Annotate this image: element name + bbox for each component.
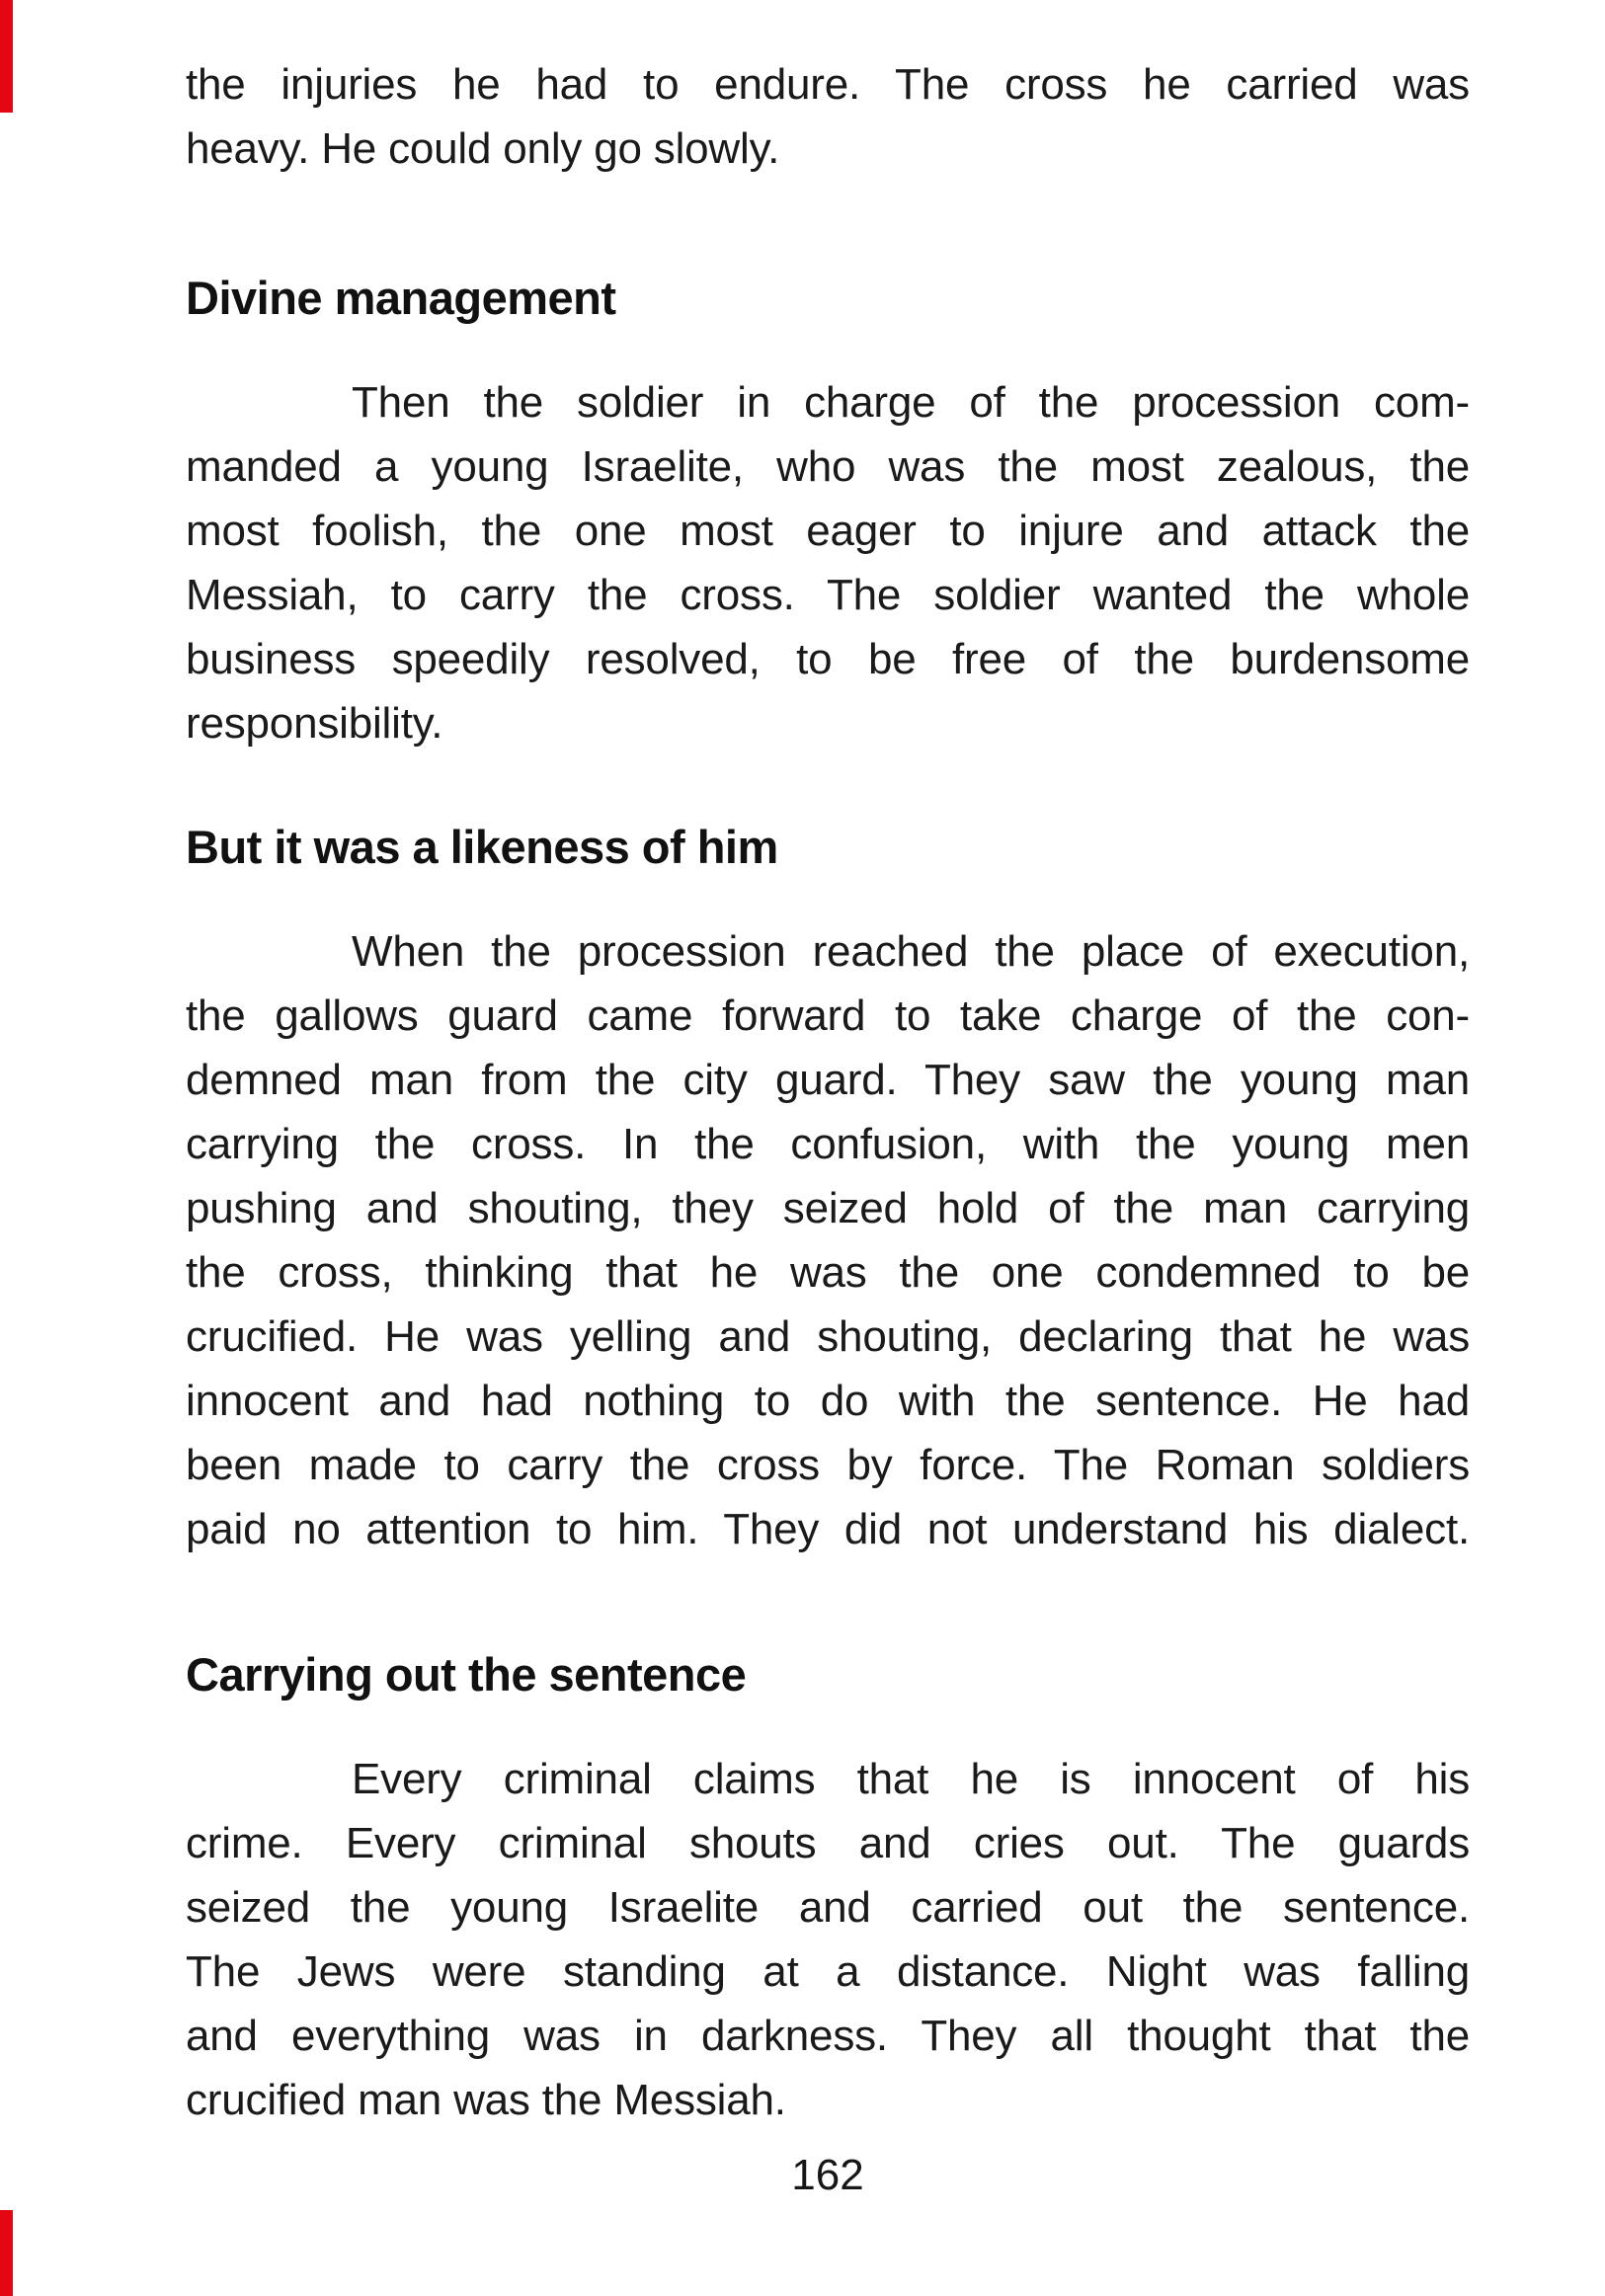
- section-carrying-out-sentence: [186, 1648, 1470, 2132]
- paragraph: [186, 919, 1470, 1561]
- text-line: innocent and had nothing to do with the sentence. He had: [186, 1377, 1470, 1425]
- section-heading: Divine management: [186, 272, 616, 324]
- section-heading: But it was a likeness of him: [186, 821, 778, 873]
- text-line: Every criminal claims that he is innocent of his: [352, 1755, 1470, 1803]
- text-line: crime. Every criminal shouts and cries out. The guards: [186, 1819, 1470, 1867]
- text-line: the gallows guard came forward to take charge of the con-: [186, 991, 1470, 1040]
- text-line: and everything was in darkness. They all thought that the: [186, 2012, 1470, 2060]
- text-line: manded a young Israelite, who was the most zealous, the: [186, 442, 1470, 491]
- text-line: been made to carry the cross by force. The Roman soldiers: [186, 1441, 1470, 1489]
- text-line: Messiah, to carry the cross. The soldier wanted the whole: [186, 571, 1470, 619]
- text-line: responsibility.: [186, 699, 443, 748]
- page-number: 162: [791, 2151, 864, 2199]
- text-line: seized the young Israelite and carried out the sentence.: [186, 1883, 1470, 1932]
- text-line: The Jews were standing at a distance. Night was falling: [186, 1947, 1470, 1996]
- text-line: crucified man was the Messiah.: [186, 2076, 786, 2124]
- text-line: When the procession reached the place of execution,: [352, 927, 1470, 976]
- scan-edge-mark-bottom: [0, 2210, 13, 2296]
- text-line: Then the soldier in charge of the procession com-: [352, 378, 1470, 427]
- text-line: the cross, thinking that he was the one condemned to be: [186, 1248, 1470, 1297]
- section-divine-management: [186, 272, 1470, 755]
- section-heading: Carrying out the sentence: [186, 1648, 747, 1701]
- paragraph: [186, 1747, 1470, 2132]
- text-line: crucified. He was yelling and shouting, declaring that he was: [186, 1312, 1470, 1361]
- section-likeness-of-him: [186, 821, 1470, 1561]
- text-column: [186, 52, 1470, 2201]
- text-line: carrying the cross. In the confusion, with the young men: [186, 1120, 1470, 1168]
- text-line: the injuries he had to endure. The cross he carried was: [186, 60, 1470, 109]
- text-line: heavy. He could only go slowly.: [186, 124, 780, 173]
- text-line: demned man from the city guard. They saw the young man: [186, 1056, 1470, 1104]
- text-line: pushing and shouting, they seized hold of the man carrying: [186, 1184, 1470, 1232]
- text-line: most foolish, the one most eager to injure and attack the: [186, 507, 1470, 555]
- text-line: business speedily resolved, to be free of the burdensome: [186, 635, 1470, 683]
- text-line: paid no attention to him. They did not understand his dialect.: [186, 1505, 1470, 1553]
- intro-paragraph: [186, 52, 1470, 181]
- paragraph: [186, 370, 1470, 755]
- scan-edge-mark-top: [0, 0, 13, 113]
